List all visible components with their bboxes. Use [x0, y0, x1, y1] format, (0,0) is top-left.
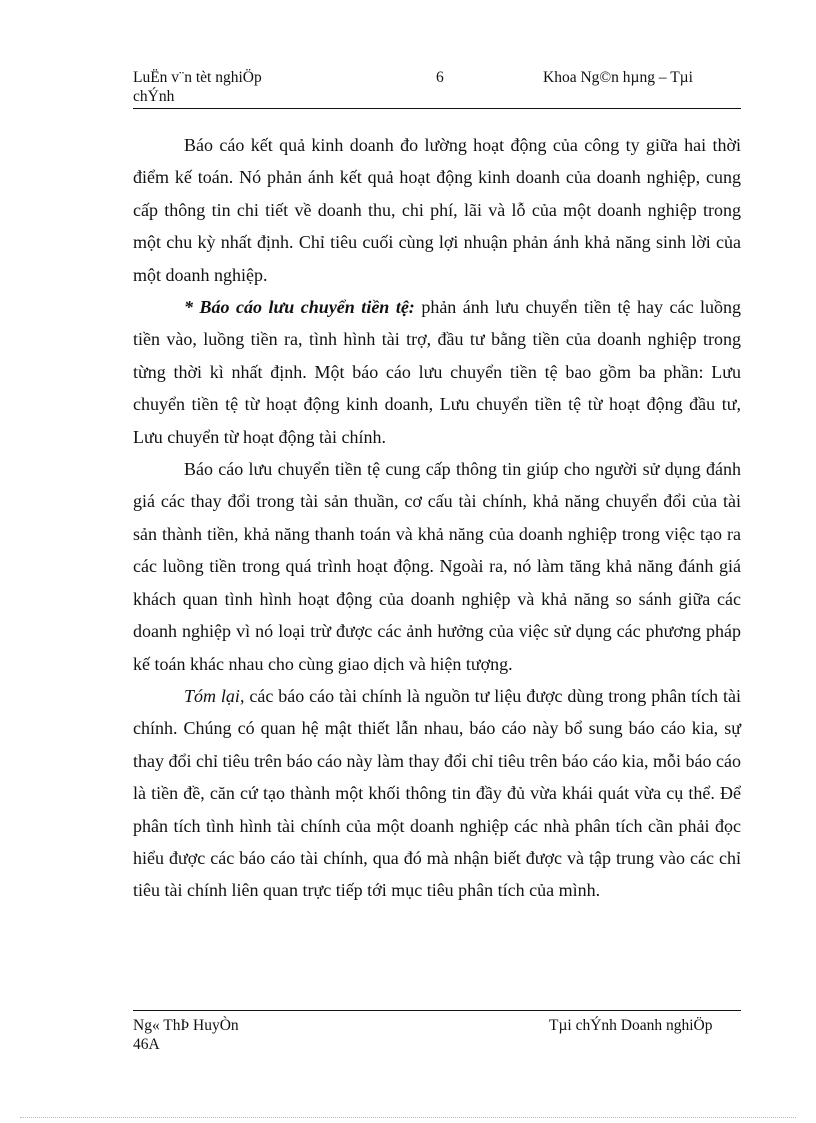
paragraph-income-statement: Báo cáo kết quả kinh doanh đo lường hoạt động của công ty giữa hai thời điểm kế toán. Nó phản ánh kết quả hoạt động kinh doanh của doanh nghiệp, cung cấp thông tin chi tiết về doanh thu, chi phí, lãi và lỗ của một doanh nghiệp trong một chu kỳ nhất định. Chỉ tiêu cuối cùng lợi nhuận phản ánh khả năng sinh lời của một doanh nghiệp. [133, 135, 741, 285]
paragraph-cash-flow-benefits: Báo cáo lưu chuyển tiền tệ cung cấp thông tin giúp cho người sử dụng đánh giá các thay đổi trong tài sản thuần, cơ cấu tài chính, khả năng chuyển đổi của tài sản thành tiền, khả năng thanh toán và khả năng của doanh nghiệp trong việc tạo ra các luồng tiền trong quá trình hoạt động. Ngoài ra, nó làm tăng khả năng đánh giá khách quan tình hình hoạt động của doanh nghiệp và khả năng so sánh giữa các doanh nghiệp vì nó loại trừ được các ảnh hưởng của việc sử dụng các phương pháp kế toán khác nhau cho cùng giao dịch và hiện tượng. [133, 459, 741, 674]
header-faculty: Khoa Ng©n hµng – Tµi [543, 69, 693, 86]
page-bottom-edge [20, 1117, 796, 1118]
header-divider [133, 108, 741, 109]
header-left [133, 68, 333, 106]
header-thesis-title-line2: chÝnh [133, 88, 175, 105]
footer-department: Tµi chÝnh Doanh nghiÖp [549, 1017, 713, 1034]
header-thesis-title-line1: LuËn v¨n tèt nghiÖp [133, 69, 262, 86]
paragraph-cash-flow-statement [133, 291, 741, 453]
footer-divider [133, 1010, 741, 1011]
cash-flow-text: phản ánh lưu chuyển tiền tệ hay các luồng tiền vào, luồng tiền ra, tình hình tài trợ, đầu tư bằng tiền của doanh nghiệp trong từng thời kì nhất định. Một báo cáo lưu chuyển tiền tệ bao gồm ba phần: Lưu chuyển tiền tệ từ hoạt động kinh doanh, Lưu chuyển tiền tệ từ hoạt động đầu tư, Lưu chuyển từ hoạt động tài chính. [133, 297, 742, 447]
page-header [133, 68, 741, 110]
document-body [133, 129, 741, 907]
cash-flow-heading: * Báo cáo lưu chuyển tiền tệ: [184, 297, 415, 318]
summary-lead: Tóm lại [184, 685, 240, 706]
page-number: 6 [436, 69, 444, 86]
summary-text: , các báo cáo tài chính là nguồn tư liệu được dùng trong phân tích tài chính. Chúng có quan hệ mật thiết lẫn nhau, báo cáo này bổ sung báo cáo kia, sự thay đổi chỉ tiêu trên báo cáo này làm thay đổi chỉ tiêu trên báo cáo kia, mỗi báo cáo là tiền đề, căn cứ tạo thành một khối thông tin đầy đủ vừa khái quát vừa cụ thể. Để phân tích tình hình tài chính của một doanh nghiệp các nhà phân tích cần phải đọc hiểu được các báo cáo tài chính, qua đó mà nhận biết được và tập trung vào các chỉ tiêu tài chính liên quan trực tiếp tới mục tiêu phân tích của mình. [133, 685, 742, 901]
paragraph-summary [133, 680, 741, 907]
footer-author-name: Ng« ThÞ HuyÒn [133, 1017, 239, 1034]
footer-class: 46A [133, 1036, 160, 1053]
footer-left [133, 1016, 333, 1054]
